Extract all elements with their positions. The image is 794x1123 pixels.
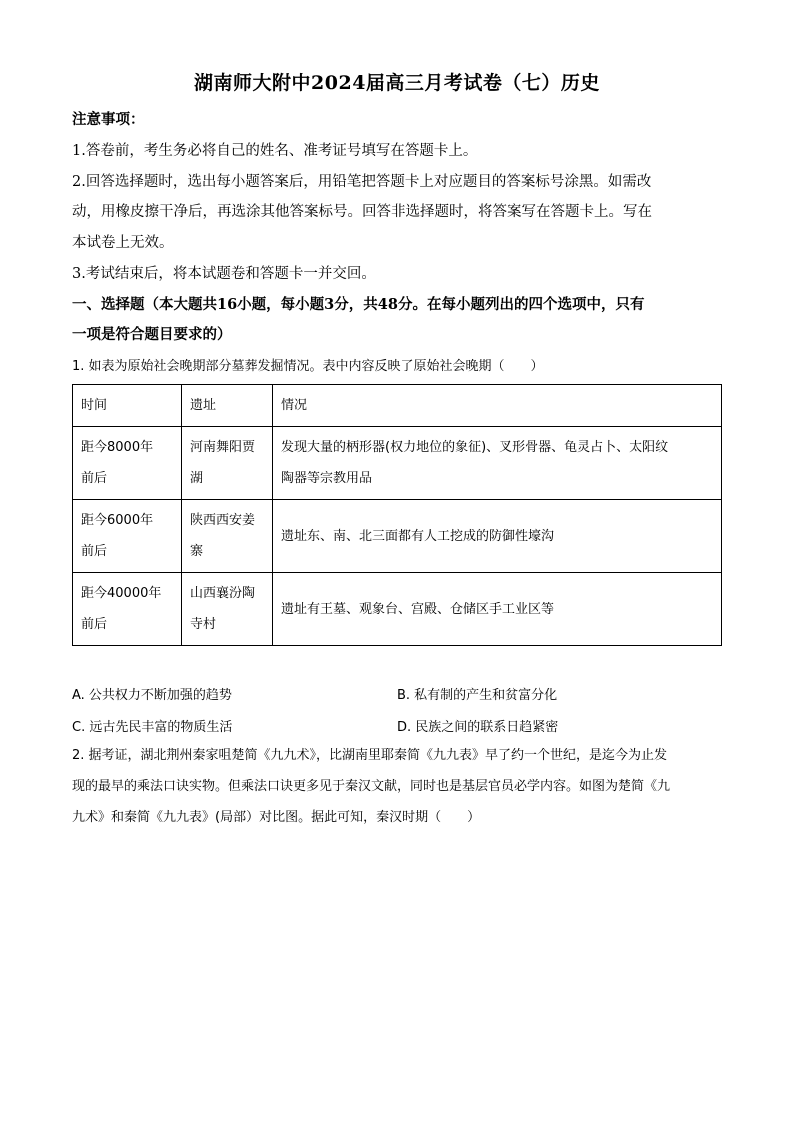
- table-row: [73, 573, 722, 646]
- table-cell-time: 距今8000年 前后: [73, 427, 182, 500]
- notice-item-2-cont: 动，用橡皮擦干净后，再选涂其他答案标号。回答非选择题时，将答案写在答题卡上。写在: [72, 204, 652, 220]
- table-cell-site: 河南舞阳贾 湖: [182, 427, 273, 500]
- table-row: [73, 500, 722, 573]
- table-cell-desc: 发现大量的柄形器(权力地位的象征)、叉形骨器、龟灵占卜、太阳纹 陶器等宗教用品: [273, 427, 722, 500]
- notice-item-1: 1.答卷前，考生务必将自己的姓名、准考证号填写在答题卡上。: [72, 143, 478, 159]
- table-header-cell: 时间: [73, 385, 182, 427]
- question-2-stem-cont: 现的最早的乘法口诀实物。但乘法口诀更多见于秦汉文献，同时也是基层官员必学内容。如图为楚简《九: [72, 779, 671, 794]
- section-heading-cont: 一项是符合题目要求的）: [72, 326, 232, 343]
- question-1-table: [72, 384, 722, 646]
- question-2-stem-end: 九术》和秦简《九九表》(局部）对比图。据此可知，秦汉时期（ ）: [72, 810, 481, 825]
- table-cell-time: 距今40000年 前后: [73, 573, 182, 646]
- question-1-option-b: B. 私有制的产生和贫富分化: [397, 688, 558, 703]
- notice-item-3: 3.考试结束后，将本试题卷和答题卡一并交回。: [72, 266, 376, 282]
- table-cell-desc: 遗址有王墓、观象台、宫殿、仓储区手工业区等: [273, 573, 722, 646]
- exam-title: 湖南师大附中2024届高三月考试卷（七）历史: [194, 72, 600, 94]
- question-1-option-c: C. 远古先民丰富的物质生活: [72, 720, 233, 735]
- question-1-option-a: A. 公共权力不断加强的趋势: [72, 688, 232, 703]
- notice-heading: 注意事项：: [72, 111, 145, 128]
- notice-item-2-end: 本试卷上无效。: [72, 235, 174, 251]
- section-heading: 一、选择题（本大题共16小题，每小题3分，共48分。在每小题列出的四个选项中，只有: [72, 296, 645, 313]
- table-header-cell: 情况: [273, 385, 722, 427]
- table-header-row: [73, 385, 722, 427]
- question-2-stem: 2. 据考证，湖北荆州秦家咀楚简《九九术》，比湖南里耶秦简《九九表》早了约一个世纪，是迄今为止发: [72, 748, 668, 763]
- question-1-option-d: D. 民族之间的联系日趋紧密: [397, 720, 559, 735]
- table-header-cell: 遗址: [182, 385, 273, 427]
- question-1-stem: 1. 如表为原始社会晚期部分墓葬发掘情况。表中内容反映了原始社会晚期（ ）: [72, 359, 544, 374]
- table-cell-site: 山西襄汾陶 寺村: [182, 573, 273, 646]
- notice-item-2: 2.回答选择题时，选出每小题答案后，用铅笔把答题卡上对应题目的答案标号涂黑。如需改: [72, 174, 652, 190]
- table-cell-time: 距今6000年 前后: [73, 500, 182, 573]
- table-cell-desc: 遗址东、南、北三面都有人工挖成的防御性壕沟: [273, 500, 722, 573]
- table-row: [73, 427, 722, 500]
- table-cell-site: 陕西西安姜 寨: [182, 500, 273, 573]
